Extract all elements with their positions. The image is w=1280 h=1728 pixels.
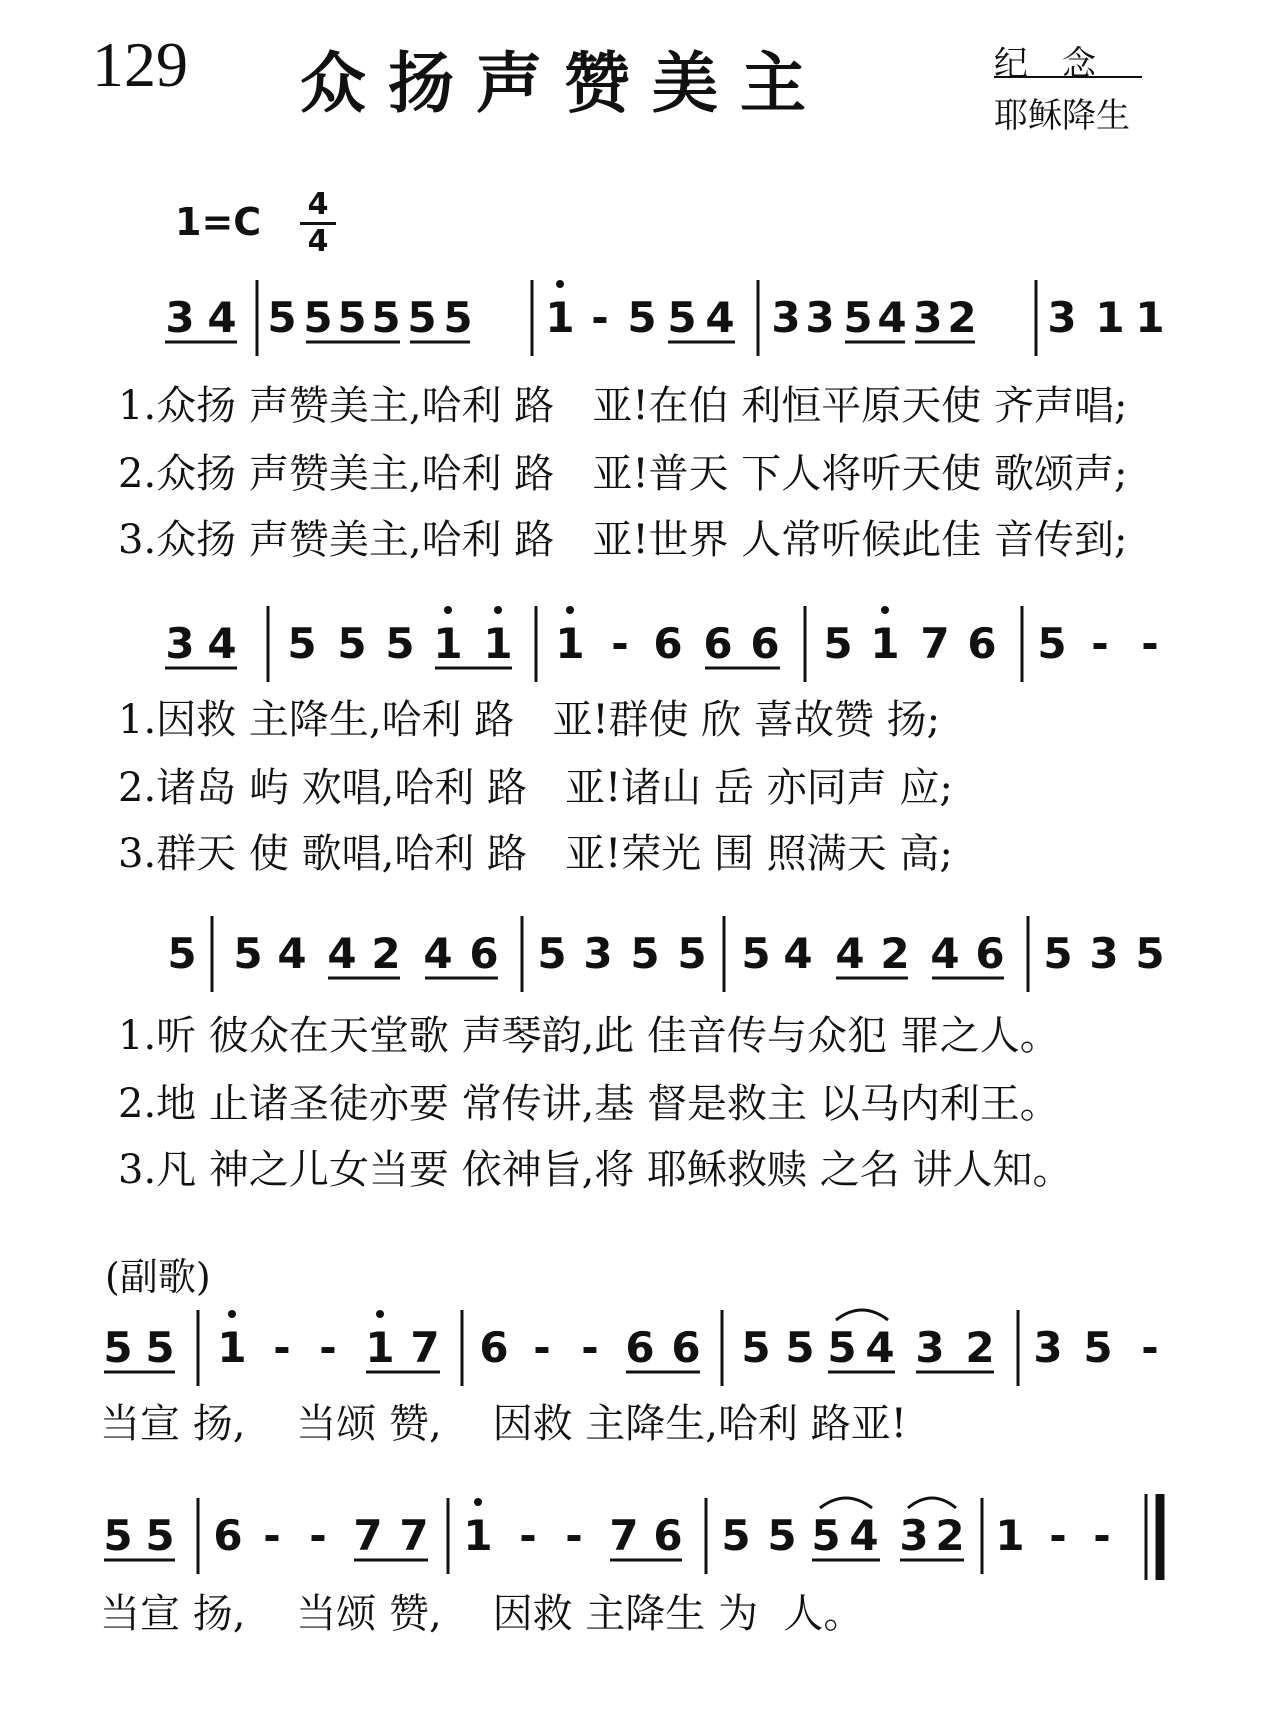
svg-text:4: 4 bbox=[849, 1511, 879, 1560]
svg-text:-: - bbox=[591, 293, 609, 342]
lyric-s1-v1: 1.众扬 声赞美主,哈利 路 亚!在伯 利恒平原天使 齐声唱; bbox=[118, 383, 1128, 429]
svg-text:6: 6 bbox=[653, 1511, 683, 1560]
svg-text:1: 1 bbox=[217, 1323, 247, 1372]
svg-text:5: 5 bbox=[767, 1511, 797, 1560]
svg-text:3: 3 bbox=[1089, 929, 1119, 978]
svg-text:5: 5 bbox=[785, 1323, 815, 1372]
svg-text:1: 1 bbox=[463, 1511, 493, 1560]
svg-text:3: 3 bbox=[915, 1323, 945, 1372]
svg-text:5: 5 bbox=[145, 1511, 175, 1560]
chorus-lyric-1: 当宣 扬, 当颂 赞, 因救 主降生,哈利 路亚! bbox=[100, 1401, 907, 1447]
lyric-s3-v3: 3.凡 神之儿女当要 依神旨,将 耶稣救赎 之名 讲人知。 bbox=[118, 1147, 1073, 1193]
svg-text:-: - bbox=[611, 619, 629, 668]
svg-text:6: 6 bbox=[671, 1323, 701, 1372]
notation-system-3 bbox=[0, 906, 1280, 996]
svg-text:6: 6 bbox=[469, 929, 499, 978]
svg-text:3: 3 bbox=[583, 929, 613, 978]
svg-text:1: 1 bbox=[870, 619, 900, 668]
svg-text:5: 5 bbox=[443, 293, 473, 342]
svg-text:4: 4 bbox=[327, 929, 357, 978]
svg-text:5: 5 bbox=[337, 293, 367, 342]
svg-text:5: 5 bbox=[667, 293, 697, 342]
svg-text:4: 4 bbox=[835, 929, 865, 978]
hymn-number: 129 bbox=[92, 29, 188, 100]
svg-text:-: - bbox=[319, 1323, 337, 1372]
lyric-s1-v2: 2.众扬 声赞美主,哈利 路 亚!普天 下人将听天使 歌颂声; bbox=[118, 451, 1128, 497]
svg-text:4: 4 bbox=[705, 293, 735, 342]
svg-text:5: 5 bbox=[267, 293, 297, 342]
svg-text:6: 6 bbox=[479, 1323, 509, 1372]
svg-text:-: - bbox=[1141, 619, 1159, 668]
time-signature-top: 4 bbox=[307, 187, 329, 222]
notation-system-1 bbox=[0, 270, 1280, 360]
svg-text:7: 7 bbox=[410, 1323, 440, 1372]
svg-text:5: 5 bbox=[103, 1323, 133, 1372]
svg-text:-: - bbox=[309, 1511, 327, 1560]
svg-text:2: 2 bbox=[371, 929, 401, 978]
svg-text:5: 5 bbox=[303, 293, 333, 342]
svg-text:6: 6 bbox=[213, 1511, 243, 1560]
time-signature bbox=[300, 187, 336, 259]
svg-text:5: 5 bbox=[167, 929, 197, 978]
svg-text:2: 2 bbox=[965, 1323, 995, 1372]
svg-text:6: 6 bbox=[967, 619, 997, 668]
svg-text:1: 1 bbox=[483, 619, 513, 668]
occasion-subtitle: 耶稣降生 bbox=[994, 96, 1130, 136]
svg-text:-: - bbox=[1141, 1323, 1159, 1372]
svg-text:-: - bbox=[533, 1323, 551, 1372]
svg-text:6: 6 bbox=[975, 929, 1005, 978]
svg-text:5: 5 bbox=[385, 619, 415, 668]
svg-text:1: 1 bbox=[555, 619, 585, 668]
svg-text:5: 5 bbox=[843, 293, 873, 342]
svg-text:5: 5 bbox=[337, 619, 367, 668]
svg-text:5: 5 bbox=[407, 293, 437, 342]
svg-text:3: 3 bbox=[1047, 293, 1077, 342]
svg-text:5: 5 bbox=[677, 929, 707, 978]
svg-text:2: 2 bbox=[935, 1511, 965, 1560]
occasion-divider bbox=[994, 76, 1142, 78]
svg-text:5: 5 bbox=[371, 293, 401, 342]
svg-text:5: 5 bbox=[741, 1323, 771, 1372]
svg-text:1: 1 bbox=[995, 1511, 1025, 1560]
svg-text:4: 4 bbox=[277, 929, 307, 978]
svg-text:5: 5 bbox=[1135, 929, 1165, 978]
svg-text:7: 7 bbox=[353, 1511, 383, 1560]
svg-text:5: 5 bbox=[1083, 1323, 1113, 1372]
occasion-label: 纪念 bbox=[994, 44, 1130, 84]
svg-text:5: 5 bbox=[811, 1511, 841, 1560]
svg-text:5: 5 bbox=[627, 293, 657, 342]
svg-text:3: 3 bbox=[1033, 1323, 1063, 1372]
notation-system-2 bbox=[0, 596, 1280, 686]
svg-text:4: 4 bbox=[865, 1323, 895, 1372]
svg-text:3: 3 bbox=[913, 293, 943, 342]
svg-text:2: 2 bbox=[880, 929, 910, 978]
notation-chorus-2 bbox=[0, 1488, 1280, 1578]
svg-text:4: 4 bbox=[207, 293, 237, 342]
svg-text:-: - bbox=[273, 1323, 291, 1372]
notation-chorus-1 bbox=[0, 1300, 1280, 1390]
svg-text:5: 5 bbox=[827, 1323, 857, 1372]
svg-text:5: 5 bbox=[721, 1511, 751, 1560]
svg-text:5: 5 bbox=[741, 929, 771, 978]
svg-text:6: 6 bbox=[653, 619, 683, 668]
lyric-s2-v2: 2.诸岛 屿 欢唱,哈利 路 亚!诸山 岳 亦同声 应; bbox=[118, 765, 953, 811]
lyric-s2-v3: 3.群天 使 歌唱,哈利 路 亚!荣光 围 照满天 高; bbox=[118, 831, 953, 877]
svg-text:5: 5 bbox=[630, 929, 660, 978]
svg-text:7: 7 bbox=[920, 619, 950, 668]
svg-text:3: 3 bbox=[805, 293, 835, 342]
svg-text:7: 7 bbox=[399, 1511, 429, 1560]
svg-text:6: 6 bbox=[703, 619, 733, 668]
lyric-s1-v3: 3.众扬 声赞美主,哈利 路 亚!世界 人常听候此佳 音传到; bbox=[118, 517, 1128, 563]
lyric-s3-v2: 2.地 止诸圣徒亦要 常传讲,基 督是救主 以马内利王。 bbox=[118, 1081, 1060, 1127]
svg-text:5: 5 bbox=[145, 1323, 175, 1372]
svg-text:-: - bbox=[565, 1511, 583, 1560]
key-signature: 1=C bbox=[175, 200, 262, 244]
svg-text:3: 3 bbox=[899, 1511, 929, 1560]
svg-text:5: 5 bbox=[287, 619, 317, 668]
svg-text:3: 3 bbox=[165, 619, 195, 668]
svg-text:4: 4 bbox=[930, 929, 960, 978]
chorus-label: (副歌) bbox=[105, 1255, 211, 1299]
svg-text:5: 5 bbox=[1043, 929, 1073, 978]
svg-text:5: 5 bbox=[823, 619, 853, 668]
hymn-title: 众扬声赞美主 bbox=[300, 45, 828, 122]
svg-text:6: 6 bbox=[625, 1323, 655, 1372]
svg-text:3: 3 bbox=[771, 293, 801, 342]
svg-text:-: - bbox=[263, 1511, 281, 1560]
svg-text:-: - bbox=[1093, 1511, 1111, 1560]
svg-text:4: 4 bbox=[783, 929, 813, 978]
svg-text:5: 5 bbox=[233, 929, 263, 978]
lyric-s2-v1: 1.因救 主降生,哈利 路 亚!群使 欣 喜故赞 扬; bbox=[118, 697, 941, 743]
svg-text:1: 1 bbox=[1135, 293, 1165, 342]
svg-text:4: 4 bbox=[423, 929, 453, 978]
svg-text:-: - bbox=[519, 1511, 537, 1560]
svg-text:4: 4 bbox=[877, 293, 907, 342]
svg-text:3: 3 bbox=[165, 293, 195, 342]
svg-text:7: 7 bbox=[609, 1511, 639, 1560]
svg-text:2: 2 bbox=[947, 293, 977, 342]
svg-text:1: 1 bbox=[1095, 293, 1125, 342]
time-signature-bottom: 4 bbox=[307, 224, 329, 259]
svg-text:-: - bbox=[1049, 1511, 1067, 1560]
chorus-lyric-2: 当宣 扬, 当颂 赞, 因救 主降生 为 人。 bbox=[100, 1591, 864, 1637]
svg-text:1: 1 bbox=[545, 293, 575, 342]
svg-text:6: 6 bbox=[750, 619, 780, 668]
svg-text:-: - bbox=[581, 1323, 599, 1372]
svg-text:1: 1 bbox=[433, 619, 463, 668]
lyric-s3-v1: 1.听 彼众在天堂歌 声琴韵,此 佳音传与众犯 罪之人。 bbox=[118, 1013, 1060, 1059]
svg-text:1: 1 bbox=[365, 1323, 395, 1372]
svg-text:5: 5 bbox=[537, 929, 567, 978]
svg-text:4: 4 bbox=[207, 619, 237, 668]
svg-text:-: - bbox=[1091, 619, 1109, 668]
svg-text:5: 5 bbox=[1037, 619, 1067, 668]
svg-text:5: 5 bbox=[103, 1511, 133, 1560]
